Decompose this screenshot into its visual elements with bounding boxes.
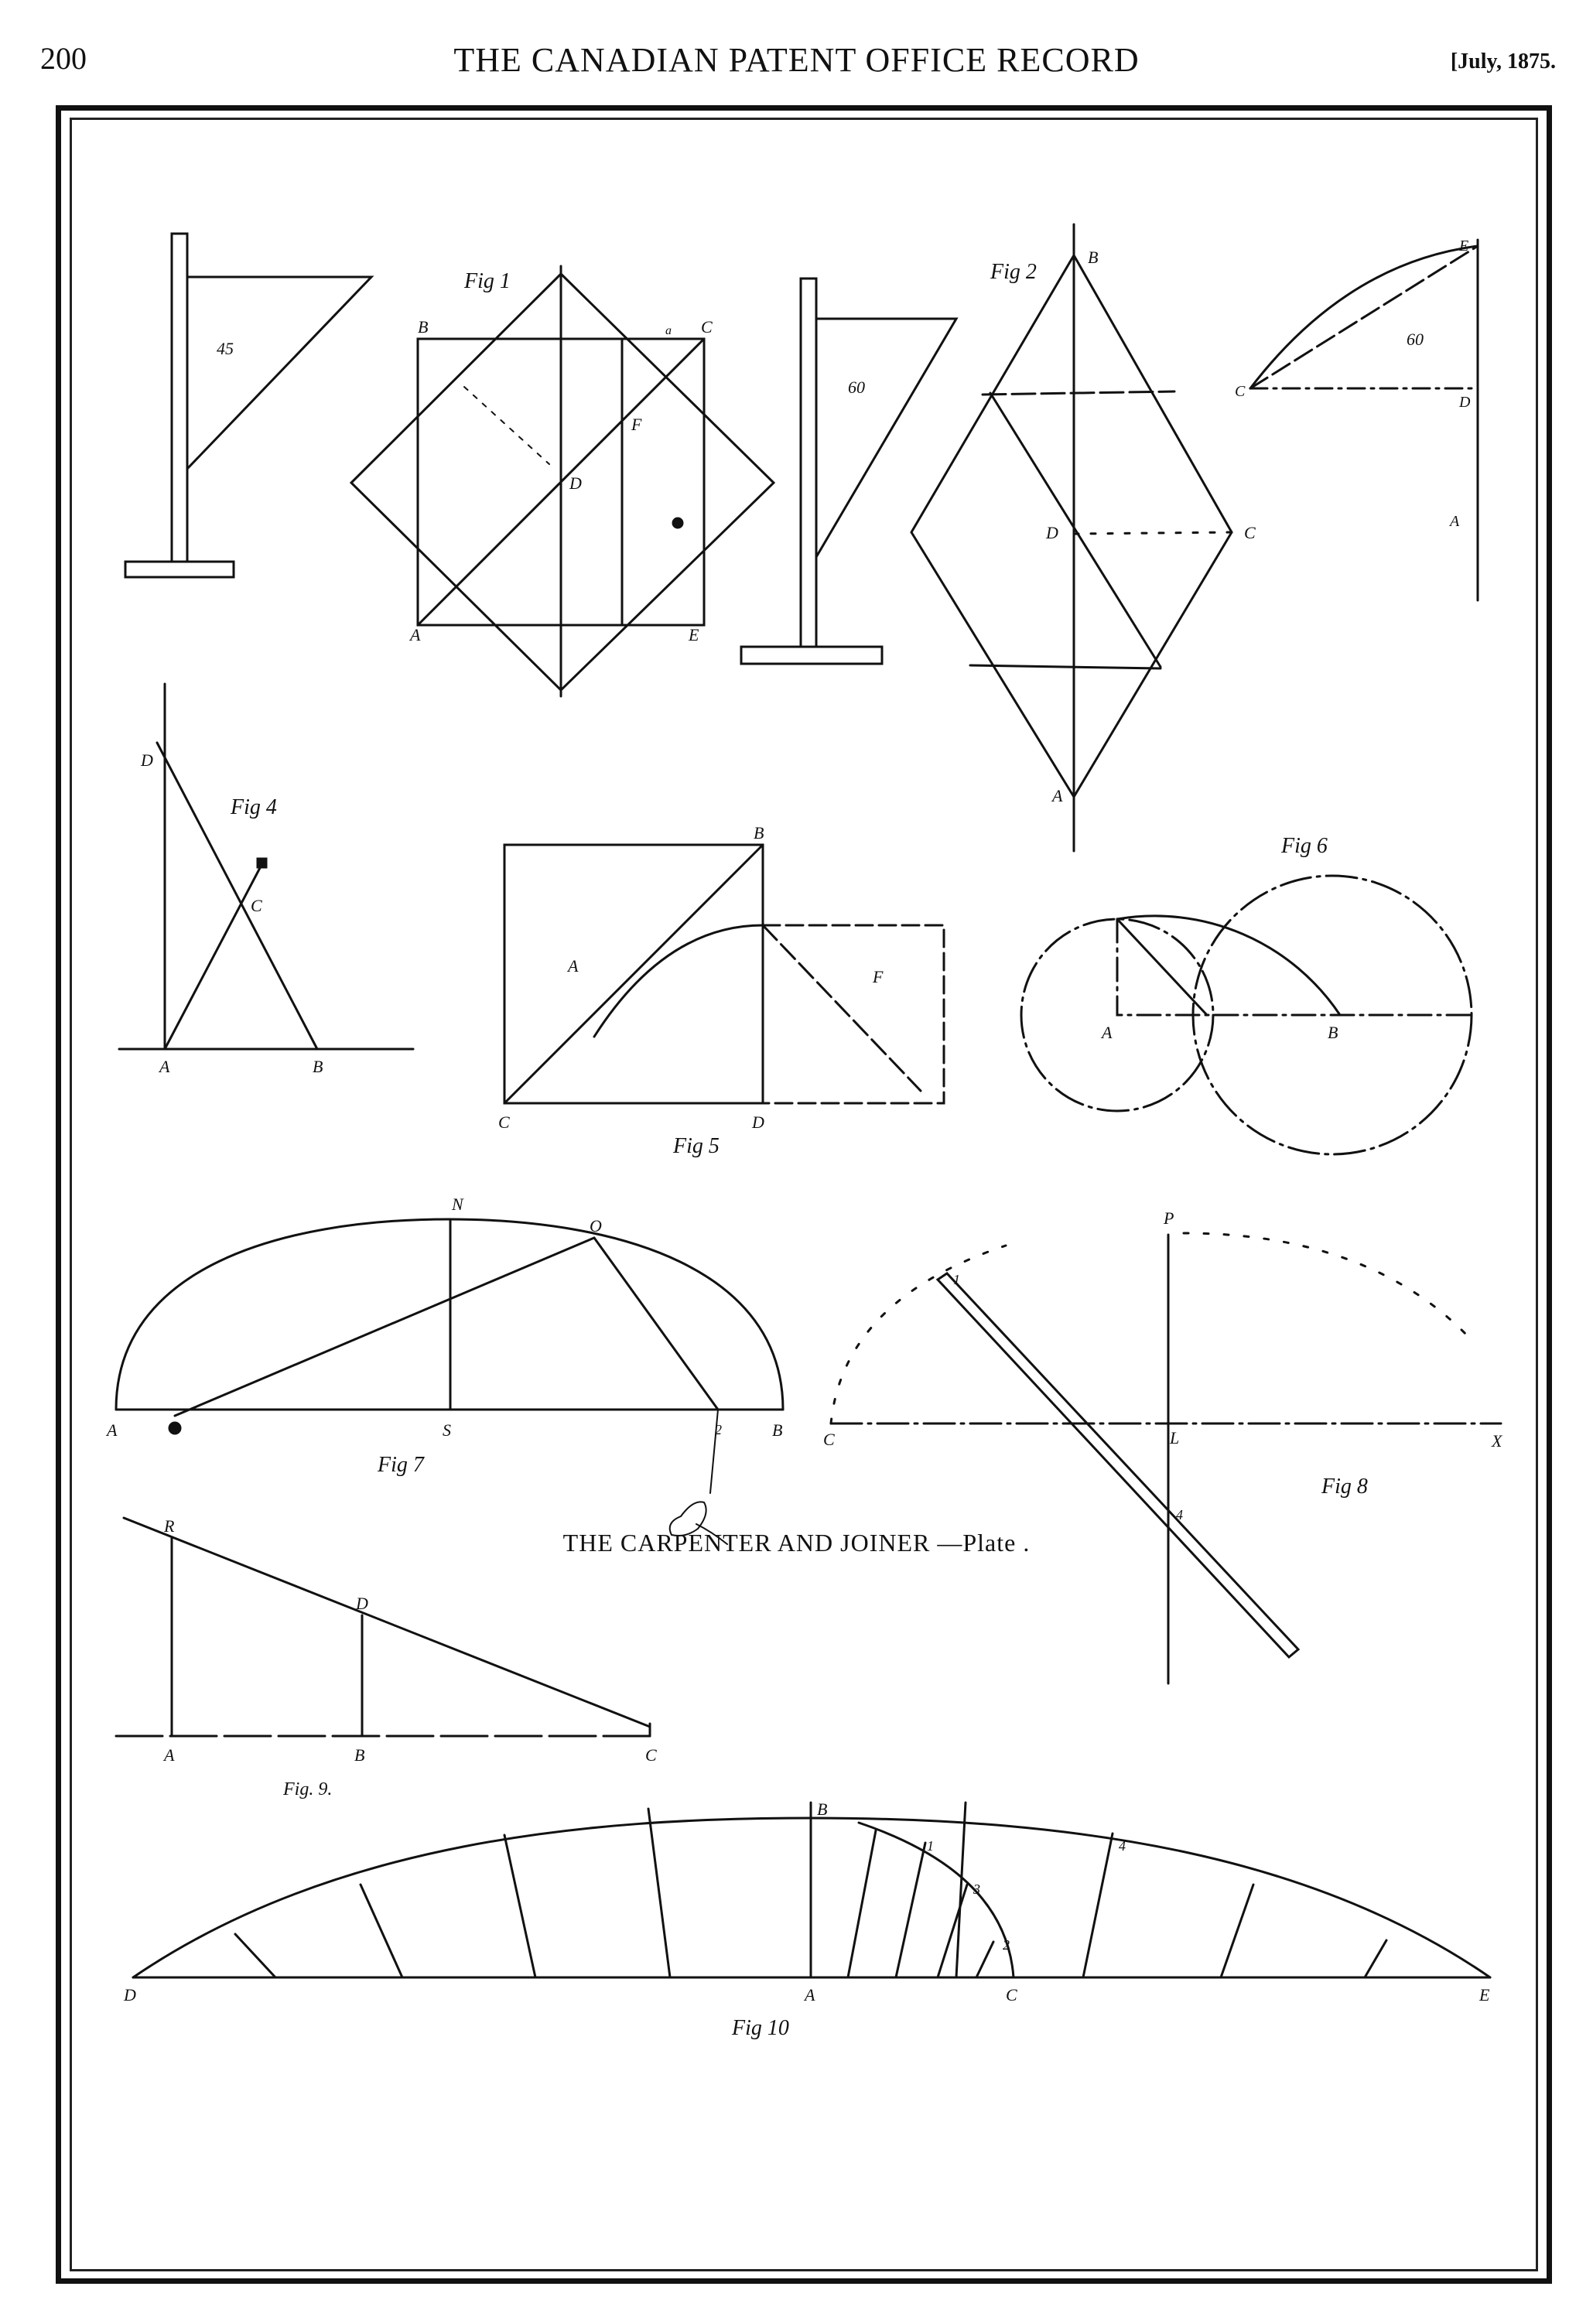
fig9-point-b: B: [354, 1745, 365, 1765]
arc-60-point-e: E: [1459, 238, 1469, 255]
fig4-nail: [258, 859, 266, 867]
fig5-point-d: D: [752, 1112, 764, 1132]
fig4-point-d: D: [141, 750, 153, 770]
fig8-point-x: X: [1492, 1431, 1502, 1451]
fig7-pin: [169, 1423, 180, 1434]
fig10-diagram: [123, 1799, 1490, 2040]
fig8-point-l: L: [1170, 1428, 1180, 1447]
fig2-lower-chord: [970, 665, 1161, 668]
fig1-point-a-small: a: [665, 324, 672, 337]
fig1-point-f: F: [631, 415, 642, 434]
flag-45-base: [125, 562, 234, 577]
fig7-point-o: O: [590, 1216, 602, 1235]
fig9-point-a: A: [164, 1745, 175, 1765]
flag-45-diagram: [125, 234, 371, 577]
fig1-dot: [673, 518, 682, 528]
fig5-fold: [763, 925, 921, 1091]
fig10-point-2: 2: [1003, 1937, 1010, 1953]
fig2-upper-chord: [983, 391, 1174, 395]
page-title: THE CANADIAN PATENT OFFICE RECORD: [453, 41, 1140, 79]
fig10-ordinate-1: [235, 1934, 275, 1977]
fig10-ordinate-3: [504, 1835, 535, 1977]
fig4-diagram: [119, 684, 413, 1076]
fig1-caption: Fig 1: [464, 269, 511, 293]
fig4-line-ac: [165, 865, 262, 1049]
fig8-ruler: [938, 1273, 1298, 1657]
arc-60-point-c: C: [1235, 383, 1246, 400]
arc-60-diagram: [1235, 238, 1478, 600]
fig6-arc: [1117, 916, 1340, 1015]
flag-45-label: 45: [217, 339, 234, 358]
fig10-ordinate-4: [648, 1809, 670, 1977]
fig8-caption: Fig 8: [1321, 1475, 1368, 1499]
fig10-point-3: 3: [973, 1881, 980, 1897]
fig5-diagonal: [504, 845, 763, 1103]
fig1-point-d: D: [569, 473, 582, 493]
fig10-ordinate-9: [956, 1803, 966, 1977]
fig10-point-e: E: [1479, 1985, 1490, 2004]
fig9-diagram: [116, 1516, 657, 1799]
fig6-diagram: [1021, 834, 1472, 1154]
fig7-point-b: B: [772, 1420, 783, 1440]
fig10-ordinate-7: [938, 1885, 967, 1977]
fig2-point-d: D: [1046, 523, 1058, 542]
fig5-extension: [763, 925, 944, 1103]
fig1-point-a: A: [410, 625, 421, 644]
fig10-ordinate-6: [896, 1843, 925, 1977]
fig1-diagram: [351, 266, 774, 696]
fig4-point-c: C: [251, 896, 262, 915]
fig2-point-a: A: [1052, 786, 1063, 805]
page-number: 200: [40, 41, 87, 76]
fig10-ordinate-8: [976, 1942, 993, 1977]
fig1-point-c: C: [701, 317, 713, 337]
fig5-diagram: [498, 823, 944, 1158]
flag-60-pennant: [816, 319, 956, 557]
arc-60-label: 60: [1407, 330, 1424, 349]
arc-60-point-d: D: [1459, 394, 1471, 411]
fig10-ordinate-12: [1365, 1940, 1386, 1977]
fig7-caption: Fig 7: [378, 1453, 424, 1477]
fig6-diagonal: [1117, 919, 1207, 1015]
arc-60-chord: [1250, 246, 1478, 388]
fig10-point-a: A: [805, 1985, 815, 2004]
issue-date: [July, 1875.: [1450, 50, 1556, 73]
fig4-point-a: A: [159, 1057, 170, 1076]
fig6-point-b: B: [1328, 1023, 1338, 1042]
fig5-point-a: A: [568, 956, 579, 976]
fig2-bisector: [990, 393, 1161, 667]
fig7-point-s: S: [443, 1420, 451, 1440]
fig2-diagram: [911, 224, 1256, 851]
flag-60-base: [741, 647, 882, 664]
fig8-point-1: 1: [953, 1272, 960, 1287]
fig8-point-c: C: [823, 1430, 835, 1449]
fig10-point-b: B: [817, 1799, 828, 1819]
flag-45-pennant: [187, 277, 371, 469]
fig10-ordinate-10: [1083, 1834, 1113, 1977]
fig4-caption: Fig 4: [231, 795, 277, 819]
fig8-arc-left: [831, 1246, 1006, 1423]
fig5-point-c: C: [498, 1112, 510, 1132]
fig9-caption: Fig. 9.: [283, 1779, 333, 1799]
fig7-point-n: N: [452, 1194, 463, 1214]
fig10-ordinate-11: [1221, 1885, 1253, 1977]
fig7-line-o2: [594, 1238, 718, 1410]
fig4-line-db: [157, 743, 317, 1049]
flag-60-diagram: [741, 279, 956, 664]
fig8-point-4: 4: [1176, 1507, 1183, 1523]
arc-60-point-a: A: [1450, 513, 1460, 530]
fig6-point-a: A: [1102, 1023, 1113, 1042]
fig10-ordinate-2: [361, 1885, 402, 1977]
fig7-line-ao: [175, 1238, 594, 1416]
fig5-caption: Fig 5: [673, 1134, 720, 1158]
fig10-point-d: D: [124, 1985, 136, 2004]
fig5-point-f: F: [873, 967, 884, 986]
fig7-point-a: A: [107, 1420, 118, 1440]
plate-caption: THE CARPENTER AND JOINER —Plate .: [562, 1529, 1031, 1557]
fig9-point-r: R: [164, 1516, 175, 1536]
fig1-dotted: [464, 387, 549, 464]
fig2-point-b: B: [1088, 248, 1099, 267]
fig1-point-b: B: [418, 317, 429, 337]
fig6-axes: [1117, 919, 1470, 1015]
fig2-rhombus: [911, 255, 1232, 797]
fig1-point-e: E: [689, 625, 699, 644]
fig10-point-1: 1: [927, 1838, 934, 1854]
flag-60-pole: [801, 279, 816, 647]
fig6-caption: Fig 6: [1281, 834, 1328, 858]
fig8-diagram: [823, 1208, 1503, 1683]
fig4-point-b: B: [313, 1057, 323, 1076]
fig7-point-2: 2: [715, 1422, 722, 1437]
fig8-arc-right: [1184, 1233, 1470, 1338]
fig5-arc: [594, 925, 763, 1037]
fig2-dotted: [1074, 532, 1232, 534]
fig9-point-d: D: [356, 1594, 368, 1613]
fig8-point-p: P: [1164, 1208, 1174, 1228]
flag-60-label: 60: [848, 378, 865, 397]
fig10-ordinate-5: [848, 1830, 876, 1977]
fig10-point-c: C: [1006, 1985, 1017, 2004]
fig2-caption: Fig 2: [990, 260, 1037, 284]
fig10-point-4: 4: [1119, 1838, 1126, 1854]
flag-45-pole: [172, 234, 187, 562]
fig10-quadrant: [859, 1823, 1014, 1977]
fig2-point-c: C: [1244, 523, 1256, 542]
fig10-caption: Fig 10: [732, 2016, 789, 2040]
fig9-point-c: C: [645, 1745, 657, 1765]
fig5-point-b: B: [754, 823, 764, 842]
fig7-diagram: [105, 1194, 783, 1544]
